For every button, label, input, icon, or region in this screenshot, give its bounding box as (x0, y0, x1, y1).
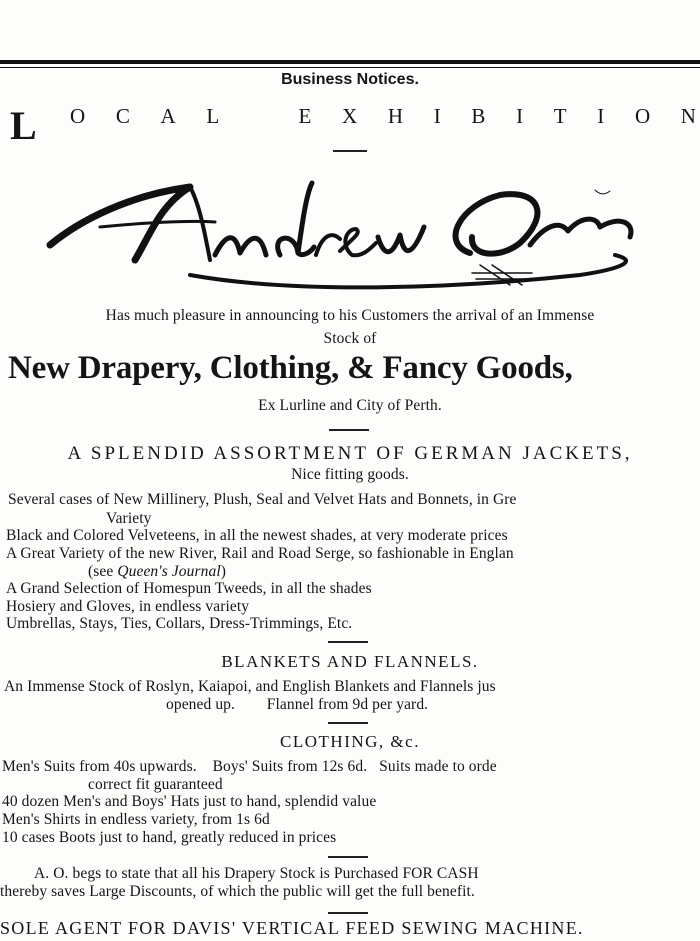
top-rule-thick (0, 60, 700, 64)
divider-rule (328, 722, 368, 724)
clothing-line-4: 10 cases Boots just to hand, greatly reduced in prices (2, 829, 337, 846)
top-rule-thin (0, 67, 700, 68)
intro-line-1: Has much pleasure in announcing to his Customers the arrival of an Immense (105, 307, 595, 324)
item-line: A Grand Selection of Homespun Tweeds, in all the shades (6, 580, 372, 597)
item-line: Several cases of New Millinery, Plush, Seal and Velvet Hats and Bonnets, in Gre (8, 491, 517, 508)
signature-graphic (40, 165, 660, 300)
divider-rule (328, 641, 368, 643)
clothing-line-1b: correct fit guaranteed (88, 776, 223, 793)
exhibition-letter: N (680, 104, 696, 128)
divider-rule (328, 856, 368, 858)
exhibition-letter: T (553, 104, 567, 128)
divider-rule (328, 912, 368, 914)
exhibition-letter: O (70, 104, 86, 128)
clothing-title: CLOTHING, &c. (280, 732, 420, 751)
clothing-line-2: 40 dozen Men's and Boys' Hats just to hand, splendid value (2, 793, 377, 810)
item-line: A Great Variety of the new River, Rail and Road Serge, so fashionable in Englan (6, 545, 514, 562)
divider-rule (329, 429, 369, 431)
divider-rule (333, 150, 367, 152)
queens-journal-title: Queen's Journal (117, 563, 221, 580)
exhibition-letter: X (342, 104, 358, 128)
cash-notice-line-1: A. O. begs to state that all his Drapery Stock is Purchased FOR CASH (34, 865, 479, 882)
queens-journal-suffix: ) (220, 563, 226, 580)
clothing-line-3: Men's Shirts in endless variety, from 1s 6d (2, 811, 270, 828)
exhibition-letter: E (298, 104, 312, 128)
blankets-line-2: opened up. Flannel from 9d per yard. (166, 696, 429, 713)
blankets-line-1: An Immense Stock of Roslyn, Kaiapoi, and English Blankets and Flannels jus (4, 678, 496, 695)
item-line: Black and Colored Velveteens, in all the newest shades, at very moderate prices (6, 527, 508, 544)
item-line: Hosiery and Gloves, in endless variety (6, 598, 250, 615)
exhibition-letter: L (206, 104, 220, 128)
exhibition-letter: A (160, 104, 176, 128)
cash-notice-line-2: thereby saves Large Discounts, of which the public will get the full benefit. (0, 883, 475, 900)
exhibition-letter: C (115, 104, 130, 128)
blankets-title: BLANKETS AND FLANNELS. (221, 652, 479, 671)
sole-agent-line: SOLE AGENT FOR DAVIS' VERTICAL FEED SEWING MACHINE. (0, 918, 584, 938)
item-line-continued: Variety (106, 510, 152, 527)
jackets-title: A SPLENDID ASSORTMENT OF GERMAN JACKETS, (67, 443, 633, 464)
item-line-continued (88, 563, 226, 581)
item-line: Umbrellas, Stays, Ties, Collars, Dress-Trimmings, Etc. (6, 615, 353, 632)
exhibition-letter: O (634, 104, 651, 128)
exhibition-word-gap (250, 104, 268, 129)
signature-svg (40, 165, 660, 300)
exhibition-letter: I (597, 104, 605, 128)
section-header: Business Notices. (281, 71, 419, 88)
headline: New Drapery, Clothing, & Fancy Goods, (8, 350, 573, 386)
exhibition-letter: I (516, 104, 524, 128)
intro-line-2: Stock of (323, 330, 377, 347)
clothing-line-1: Men's Suits from 40s upwards. Boys' Suits from 12s 6d. Suits made to orde (2, 758, 497, 775)
exhibition-letter: B (471, 104, 486, 128)
subheadline: Ex Lurline and City of Perth. (258, 397, 442, 414)
exhibition-letter: H (387, 104, 404, 128)
queens-journal-prefix: (see (88, 563, 118, 580)
jackets-subtitle: Nice fitting goods. (291, 466, 409, 483)
exhibition-letter: I (433, 104, 441, 128)
exhibition-letters (70, 104, 696, 129)
exhibition-initial: L (10, 103, 37, 148)
